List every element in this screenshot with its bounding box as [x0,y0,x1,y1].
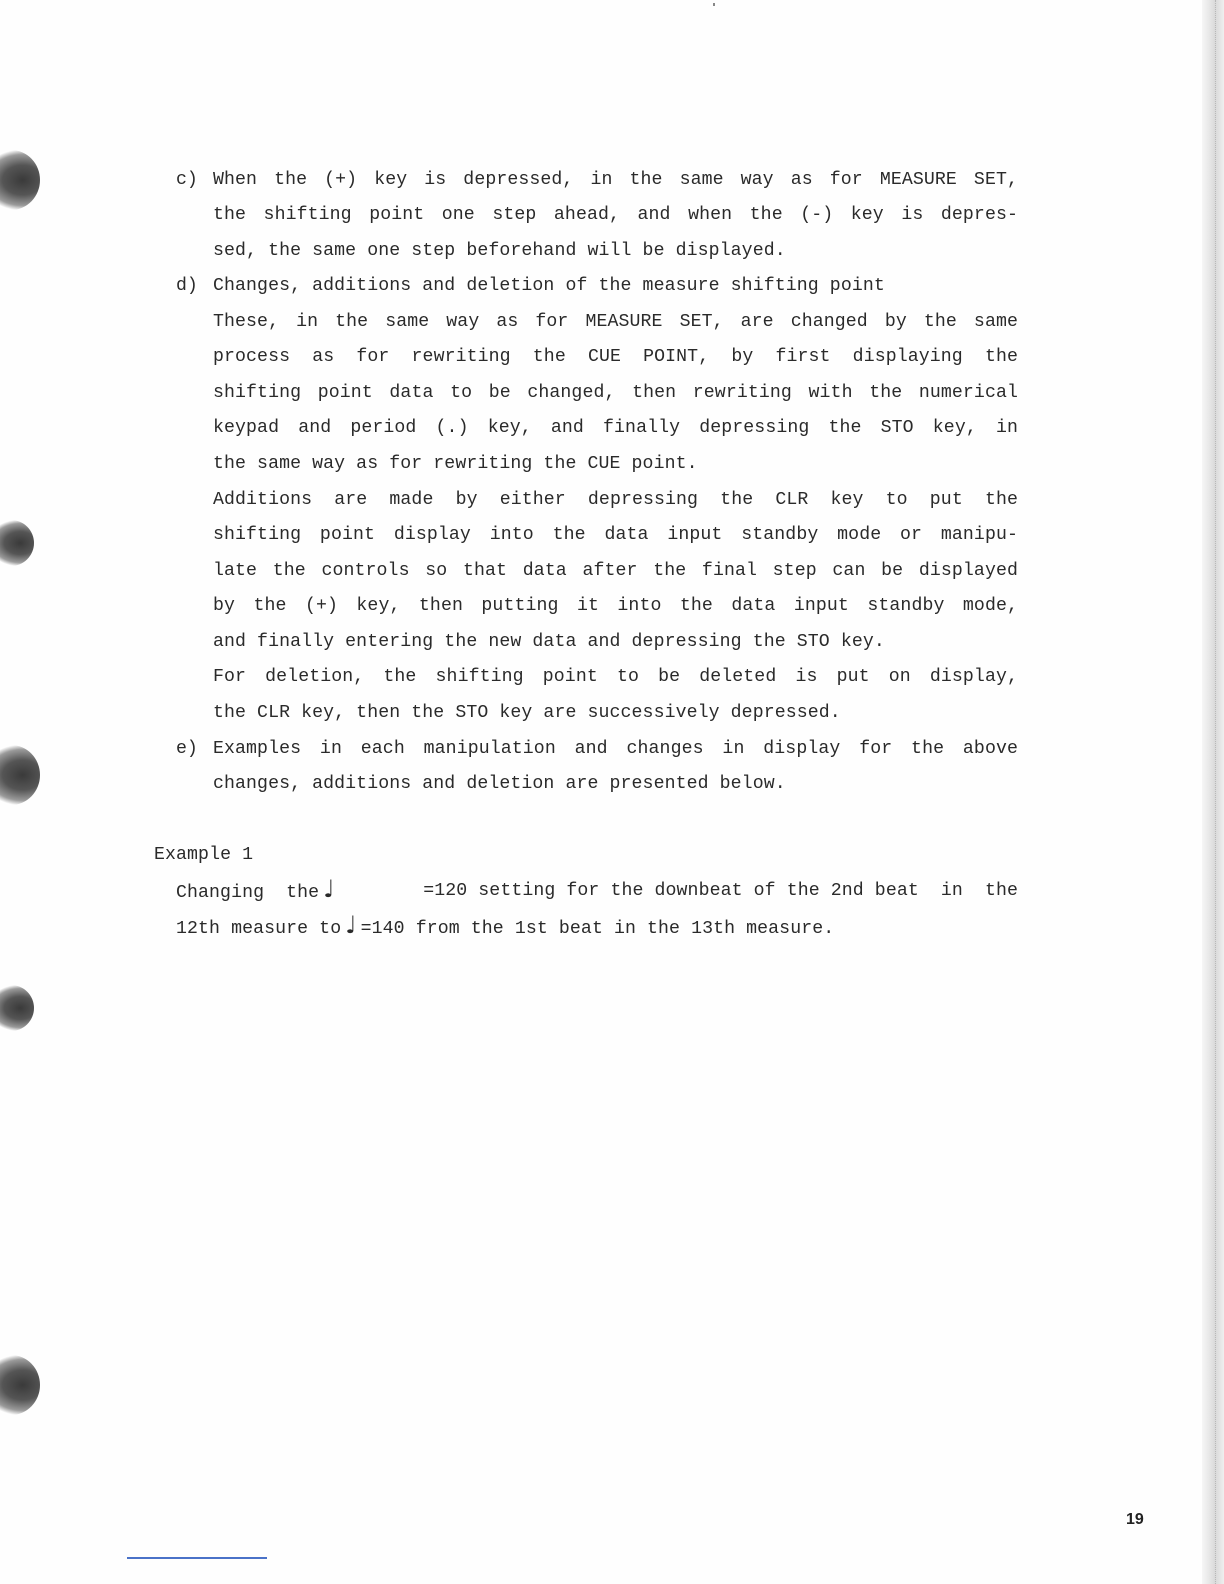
binder-hole-2 [0,520,34,566]
item-c-marker: c) [176,170,198,190]
item-d-line-4: shifting point data to be changed, then rewriting with the numerical [213,383,1018,403]
item-e-marker: e) [176,739,198,759]
binder-hole-5 [0,1355,40,1415]
example-line-1-pre: Changing the [176,883,320,903]
quarter-note-icon: ♩ [323,875,335,903]
quarter-note-icon: ♩ [345,911,357,939]
example-line-2-post: =140 from the 1st beat in the 13th measure. [360,919,835,939]
item-d-line-3: process as for rewriting the CUE POINT, by first displaying the [213,347,1018,367]
item-d-line-8: shifting point display into the data input standby mode or manipu- [213,525,1018,545]
item-d-line-9: late the controls so that data after the final step can be displayed [213,561,1018,581]
item-e-line-1: Examples in each manipulation and changes in display for the above [213,739,1018,759]
item-c-line-1: When the (+) key is depressed, in the same way as for MEASURE SET, [213,170,1018,190]
item-d-line-5: keypad and period (.) key, and finally depressing the STO key, in [213,418,1018,438]
item-c-line-3: sed, the same one step beforehand will be displayed. [213,241,786,261]
item-d-line-1: Changes, additions and deletion of the measure shifting point [213,276,885,296]
page-edge-strip [1202,0,1224,1584]
item-d-line-12: For deletion, the shifting point to be deleted is put on display, [213,667,1018,687]
binder-hole-3 [0,745,40,805]
example-line-1 [176,875,1018,905]
example-heading: Example 1 [154,845,254,865]
item-d-marker: d) [176,276,198,296]
example-line-2-pre: 12th measure to [176,919,342,939]
item-d-line-7: Additions are made by either depressing the CLR key to put the [213,490,1018,510]
binder-hole-4 [0,985,34,1031]
item-c-line-2: the shifting point one step ahead, and when the (-) key is depres- [213,205,1018,225]
item-d-line-11: and finally entering the new data and depressing the STO key. [213,632,885,652]
scan-speck [713,3,715,6]
page-edge-perforation [1215,0,1216,1584]
item-d-line-10: by the (+) key, then putting it into the data input standby mode, [213,596,1018,616]
item-e-line-2: changes, additions and deletion are presented below. [213,774,786,794]
bottom-rule [127,1557,267,1559]
item-d-line-6: the same way as for rewriting the CUE point. [213,454,698,474]
example-line-1-lead [176,875,339,905]
binder-hole-1 [0,150,40,210]
example-line-2 [176,911,835,941]
example-line-1-post: =120 setting for the downbeat of the 2nd beat in the [423,881,1018,901]
item-d-line-13: the CLR key, then the STO key are successively depressed. [213,703,841,723]
item-d-line-2: These, in the same way as for MEASURE SET, are changed by the same [213,312,1018,332]
page-number: 19 [1126,1511,1144,1528]
